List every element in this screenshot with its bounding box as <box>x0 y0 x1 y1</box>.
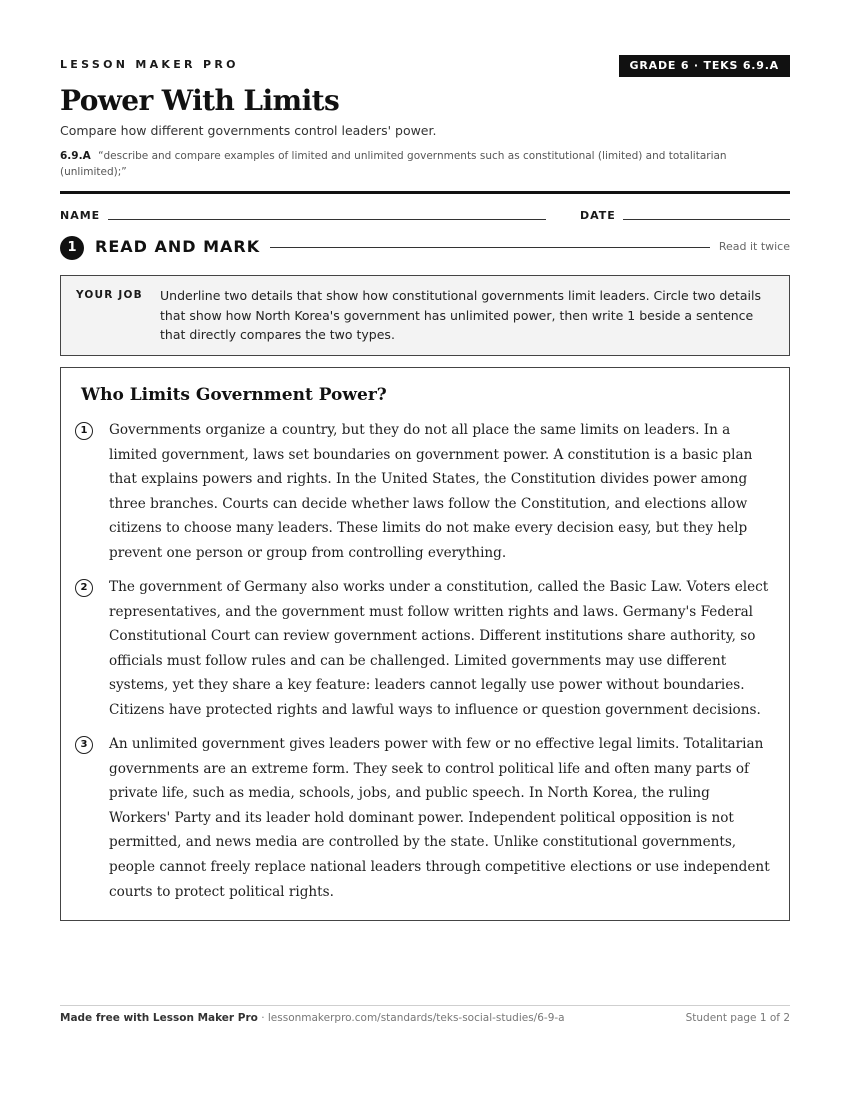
page-title: Power With Limits <box>60 84 340 117</box>
student-fields <box>60 207 790 223</box>
standard-code: 6.9.A <box>60 150 91 162</box>
passage-paragraph-2 <box>75 575 775 725</box>
grade-badge: GRADE 6 · TEKS 6.9.A <box>619 55 790 77</box>
footer-credit <box>60 1012 565 1024</box>
header-top-row <box>60 57 790 79</box>
section-title: READ AND MARK <box>95 237 261 256</box>
passage-title: Who Limits Government Power? <box>81 385 387 405</box>
header-divider <box>60 191 790 194</box>
standard-description <box>60 148 760 180</box>
section-number-badge: 1 <box>60 236 84 260</box>
worksheet-page <box>60 0 790 1100</box>
footer-url[interactable]: · lessonmakerpro.com/standards/teks-social-studies/6-9-a <box>257 1012 565 1024</box>
page-subtitle: Compare how different governments control leaders' power. <box>60 123 437 138</box>
brand-name: LESSON MAKER PRO <box>60 58 239 71</box>
passage-paragraph-3 <box>75 732 775 907</box>
footer-divider <box>60 1005 790 1006</box>
instructions-text: Underline two details that show how constitutional governments limit leaders. Circle two details that show how North Korea's government has unlimited power, then write 1 beside a sentence that directly compares the two types. <box>160 288 762 342</box>
passage-paragraph-1 <box>75 418 775 568</box>
section-divider <box>270 247 710 248</box>
name-field[interactable] <box>108 219 546 220</box>
paragraph-text: An unlimited government gives leaders power with few or no effective legal limits. Totalitarian governments are an extreme form. They seek to control political life and often many parts of private life, such as media, schools, jobs, and public speech. In North Korea, the ruling Workers' Party and its leader hold dominant power. Independent political opposition is not permitted, and news media are controlled by the state. Unlike constitutional governments, people cannot freely replace national leaders through competitive elections or use independent courts to protect political rights. <box>109 736 770 900</box>
date-label: DATE <box>580 209 616 222</box>
footer-brand: Made free with Lesson Maker Pro <box>60 1012 258 1024</box>
section-note: Read it twice <box>718 240 790 253</box>
paragraph-number-badge: 3 <box>75 736 93 754</box>
instructions-box <box>60 275 790 356</box>
page-number: Student page 1 of 2 <box>685 1012 790 1024</box>
name-label: NAME <box>60 209 101 222</box>
standard-text: “describe and compare examples of limited and unlimited governments such as constitutional (limited) and totalitarian (unlimited);” <box>60 150 727 178</box>
paragraph-text: Governments organize a country, but they do not all place the same limits on leaders. In a limited government, laws set boundaries on government power. A constitution is a basic plan that explains powers and rights. In the United States, the Constitution divides power among three branches. Courts can decide whether laws follow the Constitution, and elections allow citizens to choose many leaders. These limits do not make every decision easy, but they help prevent one person or group from controlling everything. <box>109 422 753 561</box>
date-field[interactable] <box>623 219 790 220</box>
section-header <box>60 236 790 260</box>
instructions-label: YOUR JOB <box>76 289 143 301</box>
paragraph-text: The government of Germany also works under a constitution, called the Basic Law. Voters elect representatives, and the government must follow written rights and laws. Germany's Federal Constitutional Court can review government actions. Different institutions share authority, so officials must follow rules and can be challenged. Limited governments may use different systems, yet they share a key feature: leaders cannot legally use power without boundaries. Citizens have protected rights and lawful ways to influence or question government decisions. <box>109 579 769 718</box>
paragraph-number-badge: 1 <box>75 422 93 440</box>
paragraph-number-badge: 2 <box>75 579 93 597</box>
reading-passage <box>60 367 790 921</box>
